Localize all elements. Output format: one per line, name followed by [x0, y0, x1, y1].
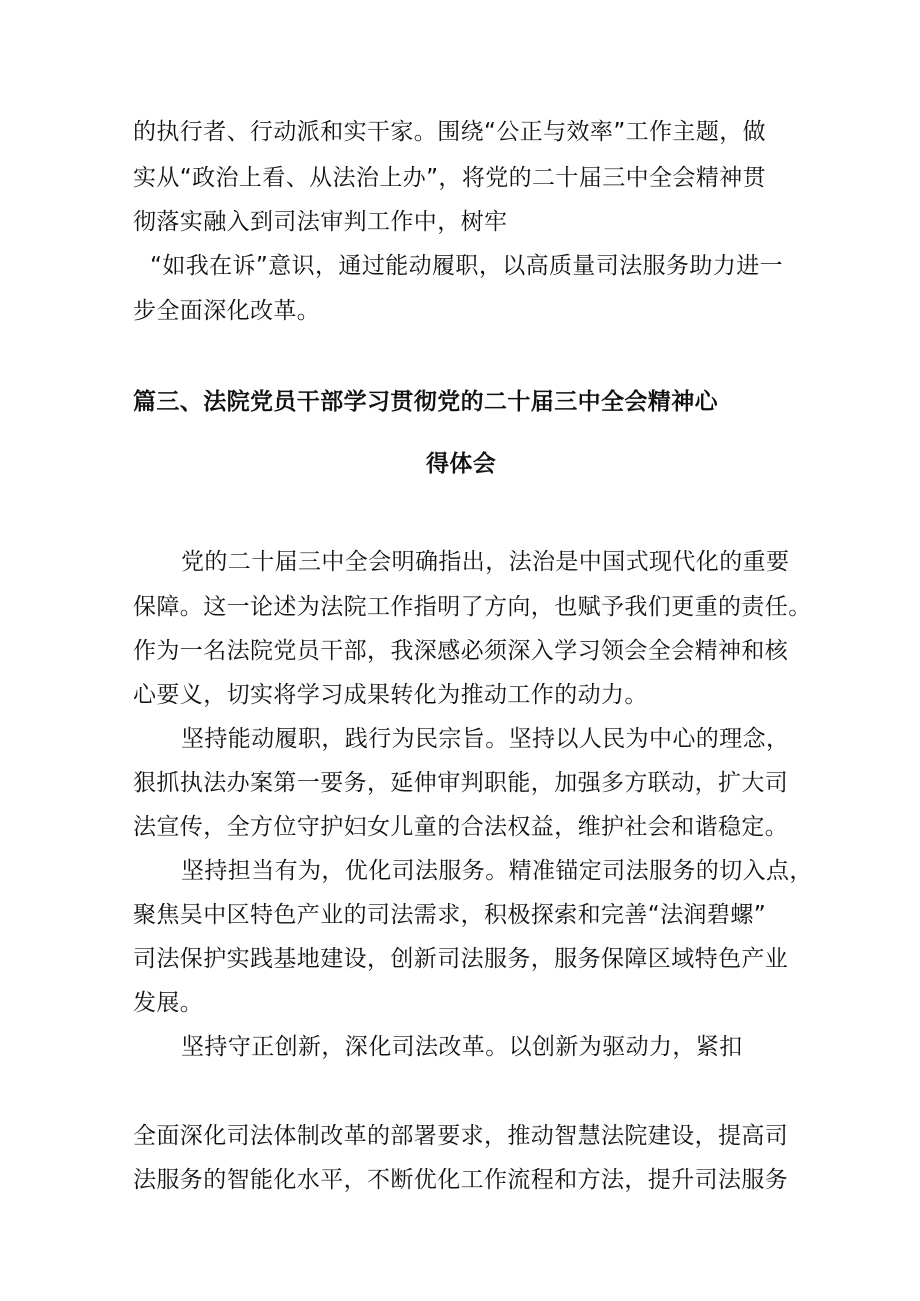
intro-line-4: “如我在诉”意识，通过能动履职，以高质量司法服务助力进一 — [150, 253, 784, 279]
paragraph-line: 全面深化司法体制改革的部署要求，推动智慧法院建设，提高司 — [133, 1123, 789, 1149]
section-title: 篇三、法院党员干部学习贯彻党的二十届三中全会精神心 — [133, 389, 718, 415]
intro-line-1: 的执行者、行动派和实干家。围绕“公正与效率”工作主题，做 — [133, 119, 767, 145]
paragraph-line: 狠抓执法办案第一要务，延伸审判职能，加强多方联动，扩大司 — [133, 770, 789, 796]
intro-line-5: 步全面深化改革。 — [133, 298, 321, 324]
paragraph-line: 坚持担当有为，优化司法服务。精准锚定司法服务的切入点， — [181, 858, 813, 884]
paragraph-line: 党的二十届三中全会明确指出，法治是中国式现代化的重要 — [181, 549, 790, 575]
paragraph-line: 心要义，切实将学习成果转化为推动工作的动力。 — [133, 682, 648, 708]
paragraph-line: 法宣传，全方位守护妇女儿童的合法权益，维护社会和谐稳定。 — [133, 814, 789, 840]
paragraph-line: 司法保护实践基地建设，创新司法服务，服务保障区域特色产业 — [133, 946, 789, 972]
paragraph-line: 法服务的智能化水平，不断优化工作流程和方法，提升司法服务 — [133, 1167, 789, 1193]
paragraph-line: 保障。这一论述为法院工作指明了方向，也赋予我们更重的责任。 — [133, 594, 812, 620]
section-title-continued: 得体会 — [426, 451, 497, 477]
intro-line-3: 彻落实融入到司法审判工作中，树牢 — [133, 209, 508, 235]
paragraph-line: 坚持守正创新，深化司法改革。以创新为驱动力，紧扣 — [181, 1034, 743, 1060]
paragraph-line: 作为一名法院党员干部，我深感必须深入学习领会全会精神和核 — [133, 638, 789, 664]
intro-line-2: 实从“政治上看、从法治上办”，将党的二十届三中全会精神贯 — [133, 165, 767, 191]
paragraph-line: 聚焦吴中区特色产业的司法需求，积极探索和完善“法润碧螺” — [133, 902, 767, 928]
paragraph-line: 发展。 — [133, 990, 204, 1016]
paragraph-line: 坚持能动履职，践行为民宗旨。坚持以人民为中心的理念， — [181, 726, 790, 752]
